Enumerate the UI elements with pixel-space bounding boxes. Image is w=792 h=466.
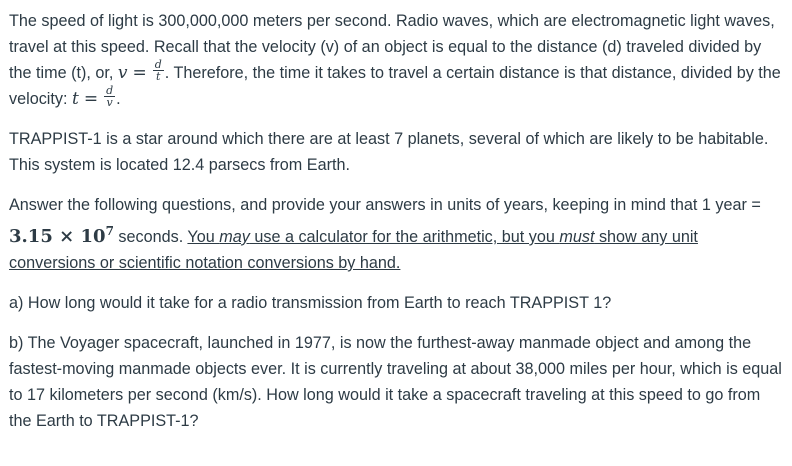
time-formula xyxy=(71,84,116,109)
fraction-denominator: t xyxy=(156,70,161,83)
fraction-numerator: d xyxy=(154,58,162,71)
calculator-note-part-1: You xyxy=(187,228,220,246)
intro-text-2: . Therefore, the time it takes to travel a certain distance is that distance, divided by the velocity: xyxy=(9,64,781,108)
time-var: t xyxy=(71,89,79,109)
question-b: b) The Voyager spacecraft, launched in 1977, is now the furthest-away manmade object and among the fastest-moving manmade objects ever. It is currently traveling at about 38,000 miles per hour, which is equal to 17 kilometers per second (km/s). How long would it take a spacecraft traveling at this speed to go from the Earth to TRAPPIST-1? xyxy=(9,334,782,430)
intro-text-3: . xyxy=(116,90,121,108)
calculator-note-part-2: use a calculator for the arithmetic, but you xyxy=(249,228,560,246)
sci-base: 10 xyxy=(80,226,106,247)
instructions-paragraph xyxy=(9,192,784,276)
sci-times: × xyxy=(59,226,75,247)
sci-exponent: 7 xyxy=(105,224,114,238)
calculator-note-must: must xyxy=(559,228,595,246)
fraction-numerator-2: d xyxy=(106,84,114,97)
distance-over-time-fraction xyxy=(153,59,164,82)
sci-mantissa: 3.15 xyxy=(9,226,53,247)
trappist-paragraph: TRAPPIST-1 is a star around which there are at least 7 planets, several of which are likely to be habitable. This system is located 12.4 parsecs from Earth. xyxy=(9,130,769,174)
year-seconds-value xyxy=(9,226,114,247)
instructions-text-2: seconds. xyxy=(113,228,188,246)
equals-sign-2: = xyxy=(83,89,99,109)
calculator-note-part-3: show any unit conversions or scientific notation conversions by hand. xyxy=(9,228,698,272)
velocity-formula xyxy=(117,58,165,83)
calculator-note-may: may xyxy=(219,228,250,246)
instructions-text-1: Answer the following questions, and provide your answers in units of years, keeping in mind that 1 year = xyxy=(9,196,761,214)
question-a: a) How long would it take for a radio transmission from Earth to reach TRAPPIST 1? xyxy=(9,294,612,312)
fraction-denominator-2: v xyxy=(106,96,113,109)
intro-text-1: The speed of light is 300,000,000 meters per second. Radio waves, which are electromagnetic light waves, travel at this speed. Recall that the velocity (v) of an object is equal to the distance (d) traveled divided by the time (t), or, xyxy=(9,12,775,82)
distance-over-velocity-fraction xyxy=(104,85,115,108)
intro-paragraph xyxy=(9,8,784,112)
equals-sign: = xyxy=(132,63,147,83)
velocity-var: v xyxy=(117,63,128,83)
